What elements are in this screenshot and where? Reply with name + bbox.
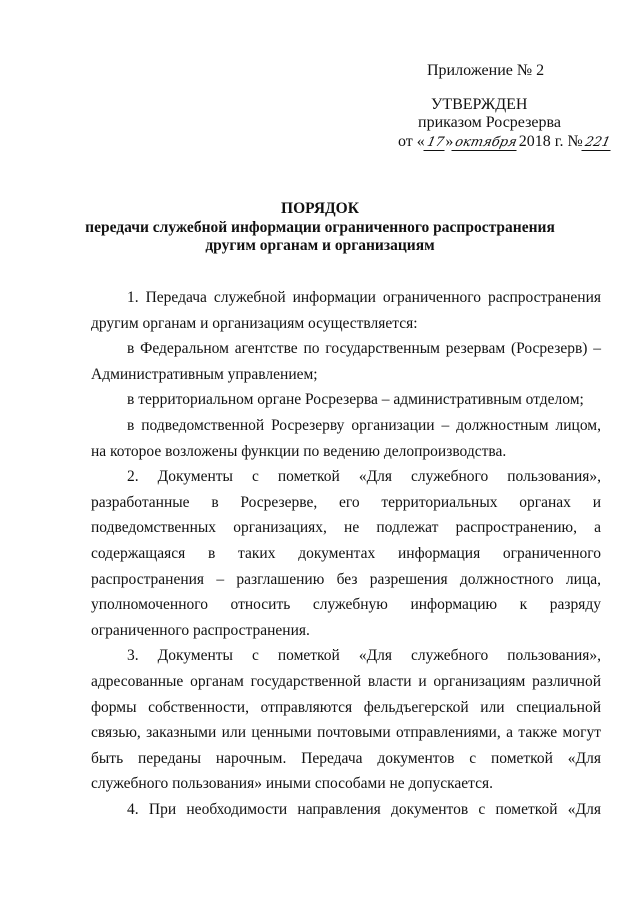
handwritten-month: октября bbox=[452, 136, 521, 151]
document-title: ПОРЯДОК bbox=[281, 200, 359, 217]
document-subtitle-line1: передачи служебной информации ограниченного распространения bbox=[85, 219, 555, 236]
date-mid: » bbox=[445, 133, 454, 150]
approved-label: УТВЕРЖДЕН bbox=[431, 96, 528, 113]
body-text bbox=[91, 285, 601, 822]
paragraph-1c: в подведомственной Росрезерву организации – должностным лицом, на которое возложены функции по ведению делопроизводства. bbox=[91, 416, 601, 460]
document-subtitle-line2: другим органам и организациям bbox=[205, 237, 435, 254]
date-prefix: от « bbox=[398, 133, 425, 150]
appendix-label: Приложение № 2 bbox=[427, 62, 545, 79]
order-date-line bbox=[398, 133, 612, 151]
paragraph-1a: в Федеральном агентстве по государственным резервам (Росрезерв) – Административным управлением; bbox=[91, 340, 601, 383]
paragraph-1b: в территориальном органе Росрезерва – административным отделом; bbox=[127, 391, 584, 409]
paragraph-2: 2. Документы с пометкой «Для служебного пользования», разработанные в Росрезерве, его территориальных органах и подведомственных организациях, не подлежат распространению, а содержащаяся в таких документах информация ограниченного распространения – разглашению без разрешения должностного лица, уполномоченного относить служебную информацию к разряду ограниченного распространения. bbox=[91, 468, 601, 639]
handwritten-number: 221 bbox=[581, 136, 613, 151]
by-order-label: приказом Росрезерва bbox=[418, 114, 561, 131]
paragraph-4: 4. При необходимости направления документов с пометкой «Для bbox=[127, 800, 601, 818]
paragraph-3: 3. Документы с пометкой «Для служебного пользования», адресованные органам государственной власти и организациям различной формы собственности, отправляются фельдъегерской или специальной связью, заказными или ценными почтовыми отправлениями, а также могут быть переданы нарочным. Передача документов с пометкой «Для служебного пользования» иными способами не допускается. bbox=[91, 647, 601, 793]
paragraph-1: 1. Передача служебной информации ограниченного распространения другим органам и организациям осуществляется: bbox=[91, 289, 601, 332]
date-year: 2018 г. № bbox=[518, 133, 583, 150]
handwritten-day: 17 bbox=[423, 136, 447, 151]
